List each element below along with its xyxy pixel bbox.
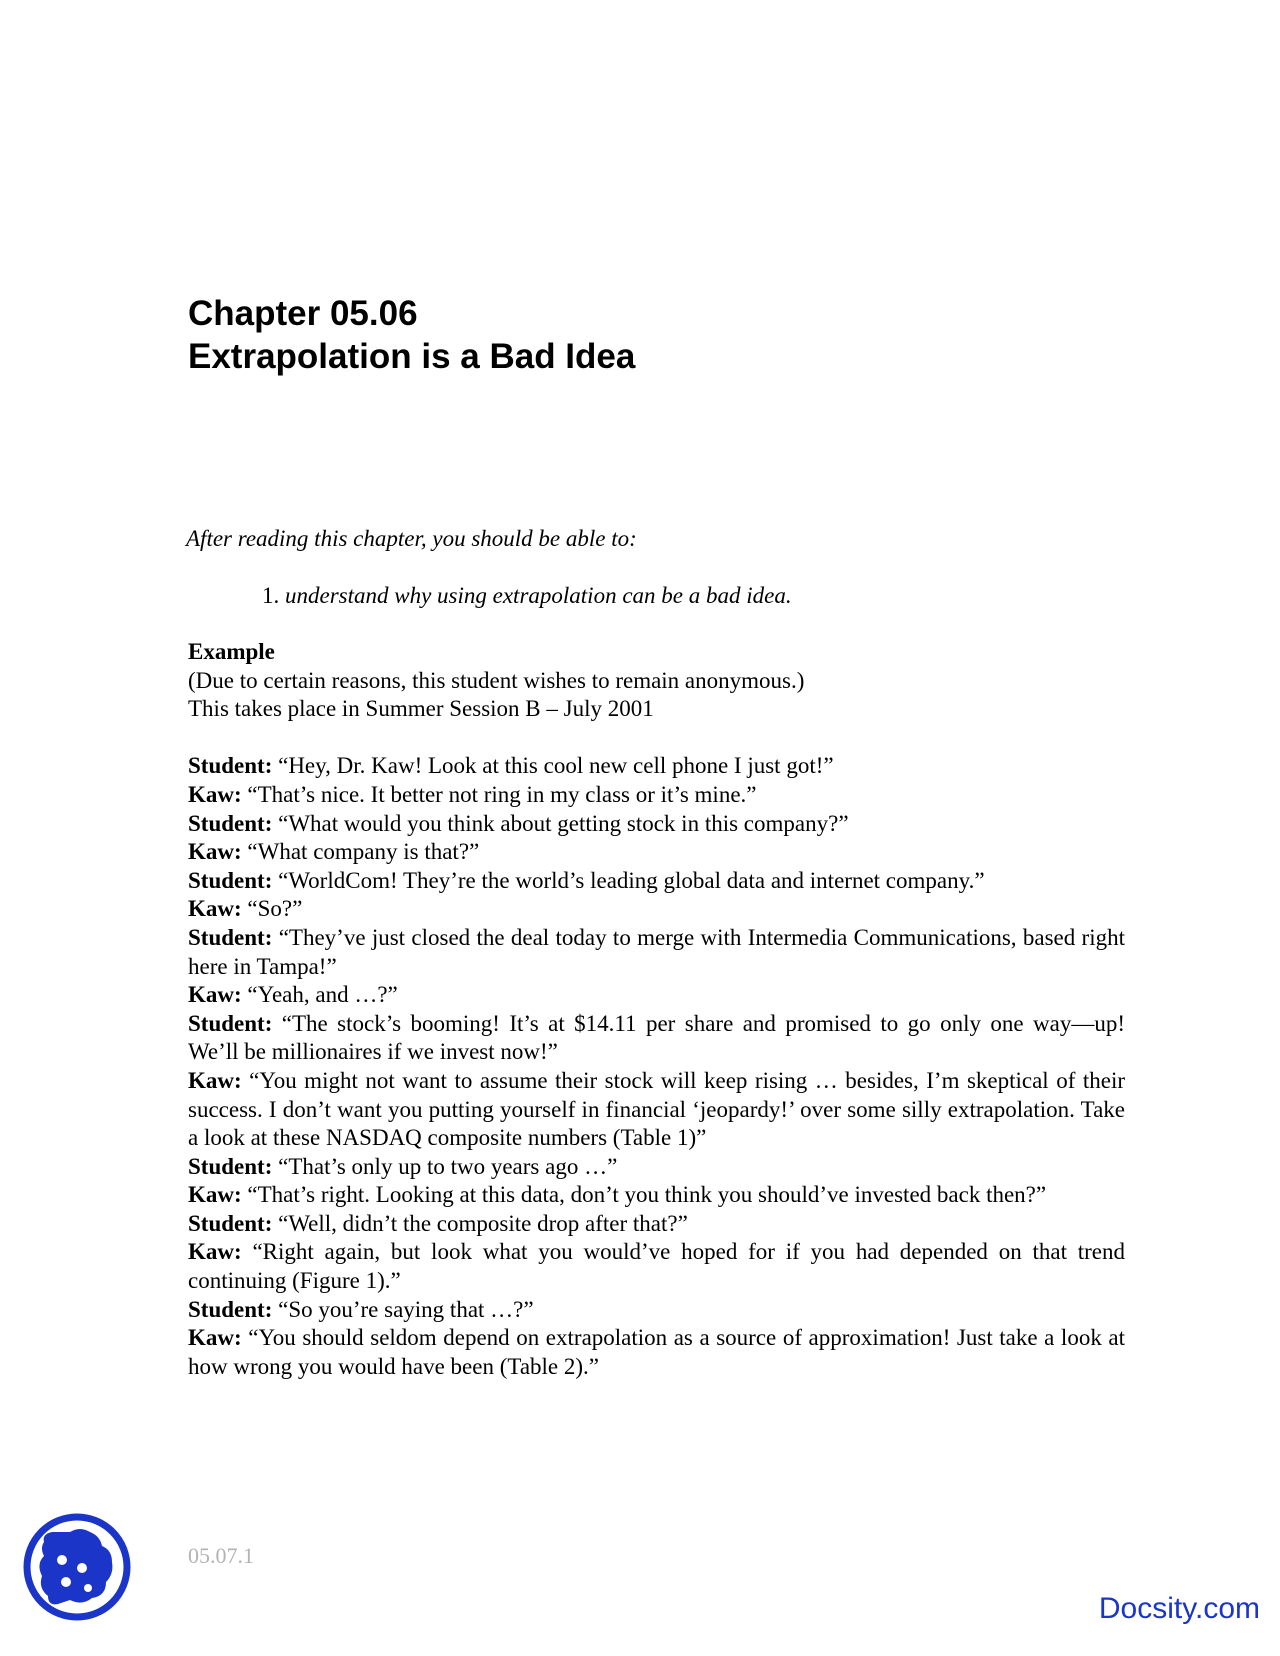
dialogue-text: “So you’re saying that …?” [278,1296,534,1322]
speaker-label: Student: [188,1153,273,1179]
dialogue-line [188,838,1125,867]
dialogue-line [188,752,1125,781]
speaker-label: Student: [188,1296,273,1322]
speaker-label: Student: [188,1210,273,1236]
objective-item [262,581,792,611]
dialogue-text: “So?” [247,896,303,922]
dialogue-line [188,1153,1125,1182]
paragraph-gap [188,724,1125,753]
chapter-number: Chapter 05.06 [188,294,418,333]
speaker-label: Student: [188,753,273,779]
dialogue-line [188,924,1125,981]
dialogue-text: “Right again, but look what you would’ve hoped for if you had depended on that trend continuing (Figure 1).” [188,1239,1125,1294]
speaker-label: Student: [188,867,273,893]
speaker-label: Kaw: [188,982,242,1008]
dialogue-line [188,1010,1125,1067]
dialogue-text: “You should seldom depend on extrapolation as a source of approximation! Just take a look at how wrong you would have been (Table 2).” [188,1325,1125,1379]
speaker-label: Kaw: [188,1067,242,1093]
example-note: (Due to certain reasons, this student wishes to remain anonymous.) [188,667,805,693]
dialogue-line [188,1067,1125,1153]
dialogue-line [188,895,1125,924]
dialogue-line [188,1181,1125,1210]
dialogue-text: “WorldCom! They’re the world’s leading global data and internet company.” [278,867,985,893]
docsity-brand-link[interactable]: Docsity.com [1098,1592,1260,1625]
objective-number: 1. [262,583,280,608]
dialogue-line [188,810,1125,839]
speaker-label: Student: [188,924,273,950]
dialogue-text: “Hey, Dr. Kaw! Look at this cool new cell phone I just got!” [278,753,834,779]
chapter-name: Extrapolation is a Bad Idea [188,337,636,376]
example-heading: Example [188,639,275,664]
dialogue-line [188,1324,1125,1381]
chapter-title [188,292,635,378]
dialogue-text: “Yeah, and …?” [247,982,398,1008]
dialogue-line [188,981,1125,1010]
dialogue [188,752,1125,1381]
speaker-label: Kaw: [188,1239,242,1265]
page-number: 05.07.1 [188,1543,254,1568]
dialogue-text: “What would you think about getting stock in this company?” [278,810,849,836]
dialogue-line [188,867,1125,896]
dialogue-text: “What company is that?” [247,839,480,865]
speaker-label: Kaw: [188,1182,242,1208]
speaker-label: Kaw: [188,839,242,865]
dialogue-line [188,1238,1125,1295]
dialogue-text: “Well, didn’t the composite drop after that?” [278,1210,688,1236]
dialogue-text: “The stock’s booming! It’s at $14.11 per share and promised to go only one way—up! We’ll be millionaires if we invest now!” [188,1010,1125,1065]
dialogue-line [188,1296,1125,1325]
objectives-list [262,581,792,611]
speaker-label: Student: [188,1010,273,1036]
docsity-logo-icon [22,1512,132,1622]
speaker-label: Student: [188,810,273,836]
objective-text: understand why using extrapolation can be a bad idea. [285,583,792,608]
objectives-intro: After reading this chapter, you should be able to: [186,526,637,551]
dialogue-text: “They’ve just closed the deal today to merge with Intermedia Communications, based right here in Tampa!” [188,924,1125,979]
dialogue-line [188,1210,1125,1239]
speaker-label: Kaw: [188,781,242,807]
example-section [188,638,1125,1381]
dialogue-text: “That’s right. Looking at this data, don’t you think you should’ve invested back then?” [247,1182,1047,1208]
dialogue-text: “You might not want to assume their stock will keep rising … besides, I’m skeptical of their success. I don’t want you putting yourself in financial ‘jeopardy!’ over some silly extrapolation. Take a look at these NASDAQ composite numbers (Table 1)” [188,1067,1126,1151]
dialogue-text: “That’s only up to two years ago …” [278,1153,618,1179]
speaker-label: Kaw: [188,896,242,922]
example-setting: This takes place in Summer Session B – July 2001 [188,696,654,722]
dialogue-text: “That’s nice. It better not ring in my class or it’s mine.” [247,781,757,807]
dialogue-line [188,781,1125,810]
speaker-label: Kaw: [188,1325,242,1351]
